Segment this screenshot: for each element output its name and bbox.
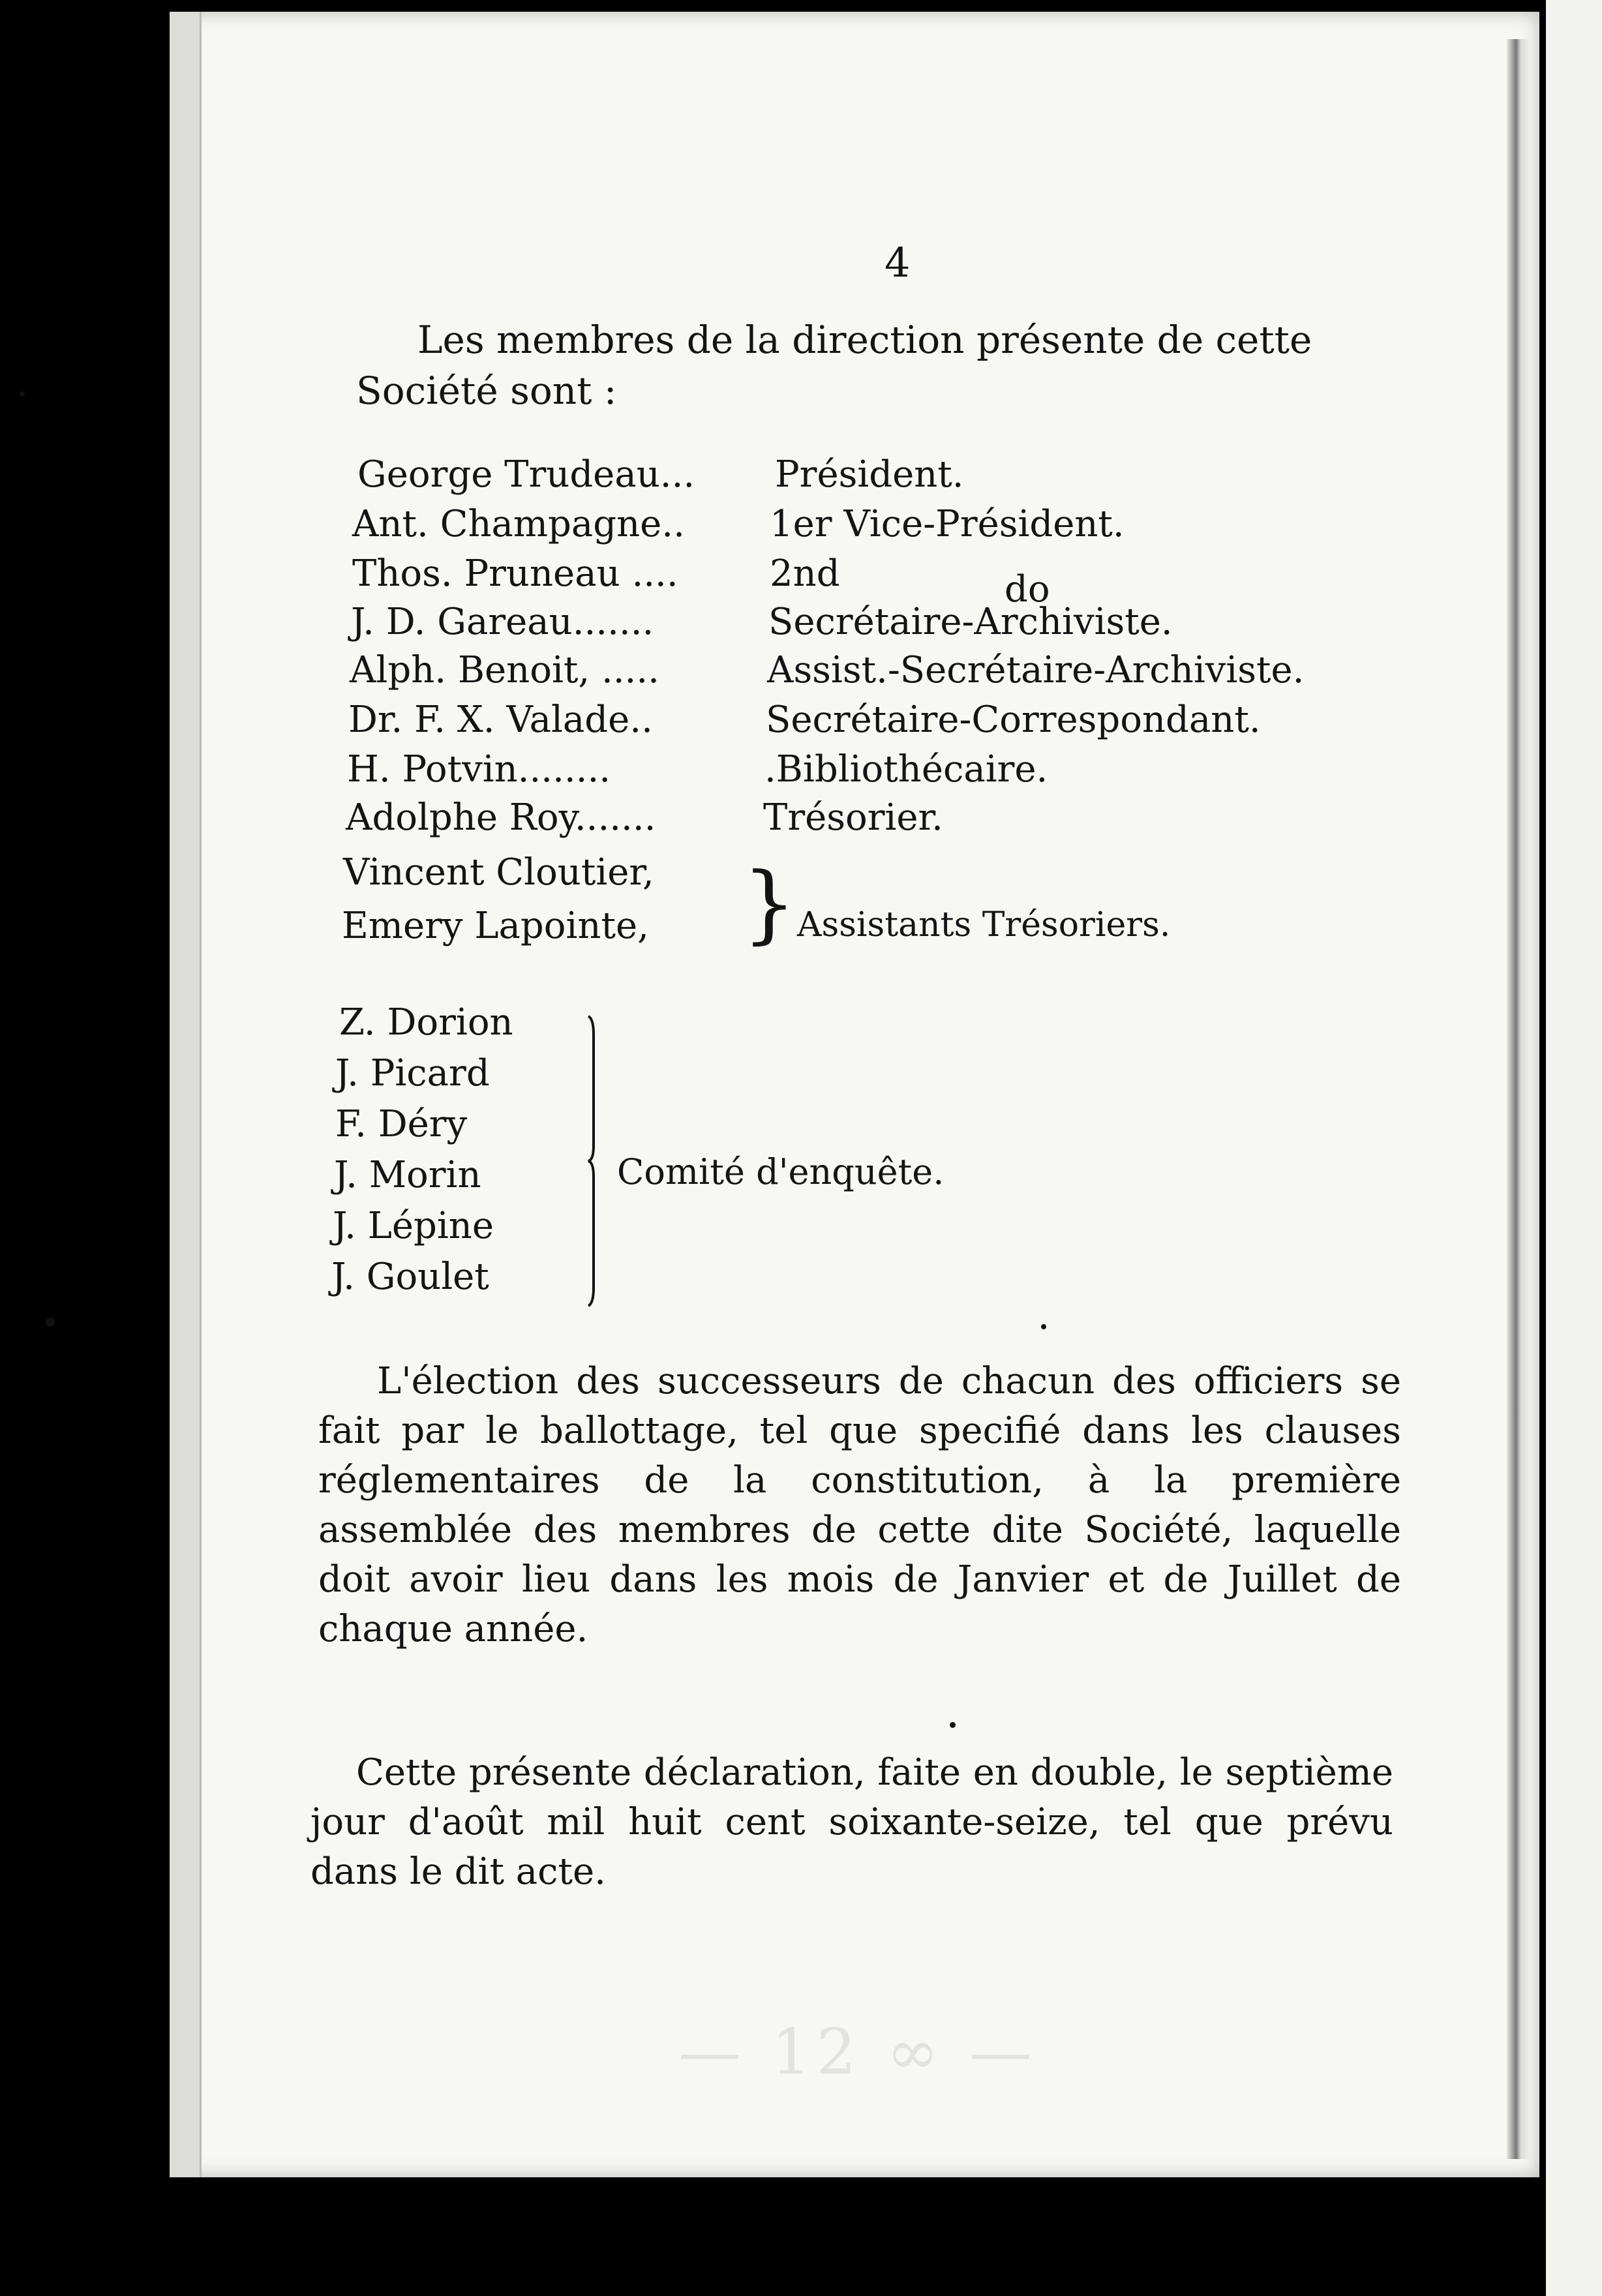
officer-name: J. D. Gareau....... (351, 601, 654, 643)
faint-stamp: — 12 ∞ — (678, 2016, 1037, 2089)
assistant-treasurer-name: Emery Lapointe, (342, 905, 649, 947)
committee-member-name: J. Goulet (331, 1256, 489, 1298)
officer-role: Secrétaire-Correspondant. (766, 699, 1261, 741)
committee-role: Comité d'enquête. (617, 1151, 945, 1192)
committee-member-name: J. Picard (335, 1052, 490, 1095)
dust-speck (950, 1722, 956, 1728)
committee-member-name: J. Morin (334, 1154, 481, 1196)
officer-name: George Trudeau... (357, 453, 695, 496)
committee-member-name: F. Déry (335, 1103, 468, 1145)
officer-name: Adolphe Roy....... (346, 796, 656, 839)
officer-role: Assist.-Secrétaire-Archiviste. (767, 649, 1305, 691)
dust-speck (20, 391, 25, 397)
dust-speck (1041, 1324, 1046, 1329)
assistant-treasurer-name: Vincent Cloutier, (343, 851, 654, 894)
officer-name: Thos. Pruneau .... (352, 552, 678, 595)
committee-member-name: Z. Dorion (339, 1001, 513, 1044)
right-brace-icon: } (742, 854, 796, 953)
adjacent-page-strip (1546, 0, 1602, 2296)
dust-speck (46, 1318, 55, 1327)
officer-role: .Bibliothécaire. (764, 748, 1048, 791)
officer-name: Alph. Benoit, ..... (350, 649, 659, 691)
intro-line: Société sont : (356, 369, 617, 413)
intro-line: Les membres de la direction présente de cette (417, 318, 1312, 362)
election-paragraph: L'élection des successeurs de chacun des officiers se fait par le ballottage, tel que specifié dans les clauses réglementaires de la constitution, à la première assemblée des membres de cette dite Société, laquelle doit avoir lieu dans les mois de Janvier et de Juillet de chaque année. (318, 1360, 1401, 1650)
committee-member-name: J. Lépine (333, 1205, 494, 1247)
officer-name: Ant. Champagne.. (352, 503, 685, 545)
tall-brace-icon (587, 1015, 597, 1307)
officer-role: 2nd (770, 552, 840, 595)
officer-role: Secrétaire-Archiviste. (768, 601, 1173, 643)
page-number: 4 (884, 239, 911, 286)
ditto-mark: do (1005, 568, 1050, 611)
officer-role: 1er Vice-Président. (770, 503, 1125, 545)
officer-role: Trésorier. (763, 796, 943, 839)
page-binding-edge (170, 12, 202, 2177)
officer-name: Dr. F. X. Valade.. (348, 699, 653, 741)
officer-role: Président. (775, 453, 964, 496)
page-outer-edge (1507, 39, 1530, 2159)
assistant-treasurers-role: Assistants Trésoriers. (797, 905, 1171, 944)
declaration-paragraph: Cette présente déclaration, faite en double, le septième jour d'août mil huit cent soixante-seize, tel que prévu dans le dit acte. (310, 1751, 1393, 1893)
officer-name: H. Potvin........ (347, 748, 611, 791)
